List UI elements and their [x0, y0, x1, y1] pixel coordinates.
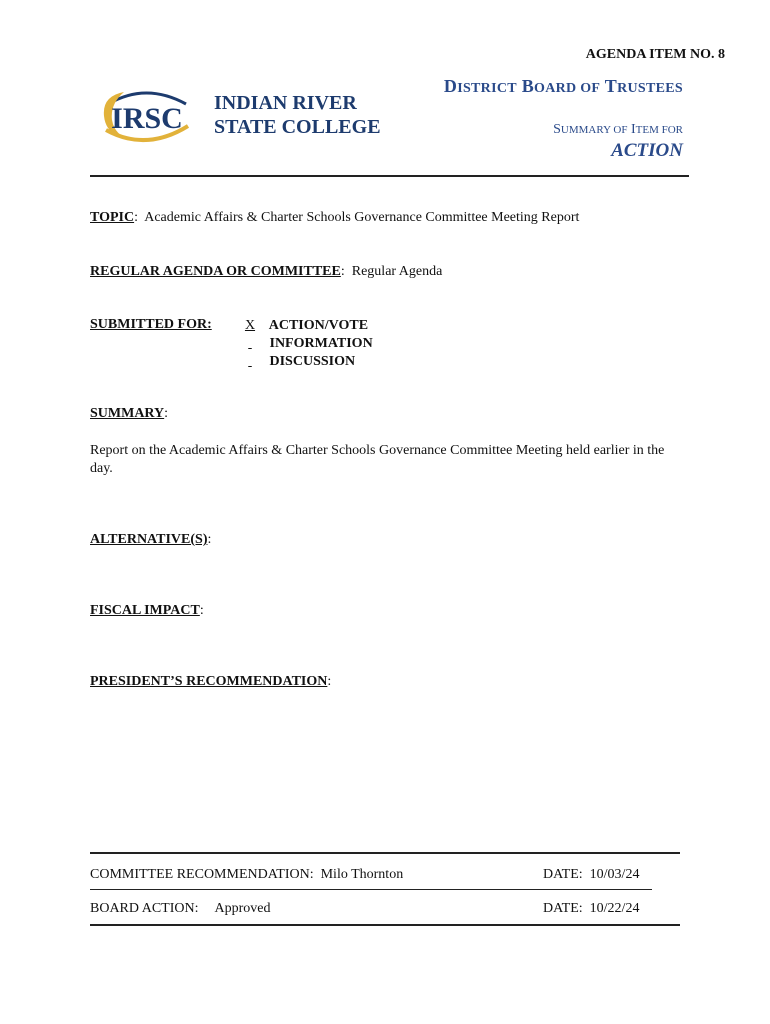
- summary-label: SUMMARY: [90, 406, 165, 421]
- alternatives-label: ALTERNATIVE(S): [90, 532, 208, 547]
- committee-date-label: DATE:: [543, 867, 583, 882]
- committee-recommendation-label: COMMITTEE RECOMMENDATION:: [90, 867, 314, 882]
- district-rustees: RUSTEES: [617, 81, 683, 96]
- submitted-for-line: [90, 317, 212, 333]
- regular-agenda-line: REGULAR AGENDA OR COMMITTEE: Regular Agenda: [90, 264, 443, 279]
- fiscal-impact-heading: FISCAL IMPACT:: [90, 603, 204, 618]
- committee-recommendation-line: [90, 867, 403, 883]
- submitted-for-label: SUBMITTED FOR:: [90, 317, 212, 332]
- presidents-recommendation-heading: PRESIDENT’S RECOMMENDATION:: [90, 674, 332, 689]
- option-information: [234, 335, 373, 353]
- district-d: D: [443, 76, 458, 96]
- topic-label: TOPIC: [90, 210, 135, 225]
- option-mark: [234, 335, 266, 353]
- footer-divider-top: [90, 852, 680, 854]
- option-action-vote: [234, 317, 373, 335]
- district-oard: OARD OF: [534, 81, 601, 96]
- action-heading: ACTION: [611, 140, 683, 161]
- summary-of-item-for: [553, 122, 683, 138]
- college-name-line2: STATE COLLEGE: [214, 116, 381, 138]
- board-action-label: BOARD ACTION:: [90, 901, 199, 916]
- option-mark: [234, 353, 266, 371]
- footer-divider-middle: [90, 889, 652, 890]
- district-t: T: [604, 76, 618, 96]
- irsc-logo-icon: [100, 86, 192, 148]
- district-istrict: ISTRICT: [457, 81, 517, 96]
- summary-text: Report on the Academic Affairs & Charter Schools Governance Committee Meeting held earlier in the day.: [90, 443, 665, 476]
- college-name: [214, 91, 381, 139]
- college-name-line1: INDIAN RIVER: [214, 92, 357, 114]
- board-action-line: [90, 901, 271, 917]
- topic-value: Academic Affairs & Charter Schools Governance Committee Meeting Report: [144, 210, 580, 225]
- summary-tem: TEM FOR: [635, 124, 683, 136]
- option-label: INFORMATION: [269, 336, 373, 351]
- fiscal-impact-label: FISCAL IMPACT: [90, 603, 200, 618]
- board-date-label: DATE:: [543, 901, 583, 916]
- regular-agenda-label: REGULAR AGENDA OR COMMITTEE: [90, 264, 341, 279]
- district-board-title: [444, 76, 683, 97]
- header-divider: [90, 175, 689, 177]
- summary-s: S: [553, 122, 561, 137]
- district-b: B: [521, 76, 535, 96]
- regular-agenda-value: Regular Agenda: [351, 264, 443, 279]
- summary-heading: SUMMARY:: [90, 406, 169, 421]
- board-date-line: [543, 901, 639, 917]
- topic-line: TOPIC: Academic Affairs & Charter Schools Governance Committee Meeting Report: [90, 210, 580, 225]
- option-discussion: [234, 353, 373, 371]
- logo-text: IRSC: [111, 102, 183, 135]
- option-mark: X: [244, 318, 256, 333]
- option-label: ACTION/VOTE: [268, 318, 369, 333]
- footer-divider-bottom: [90, 924, 680, 926]
- committee-date-line: [543, 867, 639, 883]
- summary-i: I: [630, 122, 636, 137]
- alternatives-heading: ALTERNATIVE(S):: [90, 532, 212, 547]
- board-action-value: Approved: [214, 901, 271, 916]
- option-label: DISCUSSION: [269, 354, 356, 369]
- board-date-value: 10/22/24: [589, 901, 640, 916]
- committee-recommendation-value: Milo Thornton: [320, 867, 404, 882]
- submitted-options: [234, 317, 373, 371]
- agenda-item-number: AGENDA ITEM NO. 8: [585, 47, 725, 62]
- summary-ummary: UMMARY OF: [560, 124, 628, 136]
- presidents-recommendation-label: PRESIDENT’S RECOMMENDATION: [90, 674, 328, 689]
- committee-date-value: 10/03/24: [589, 867, 640, 882]
